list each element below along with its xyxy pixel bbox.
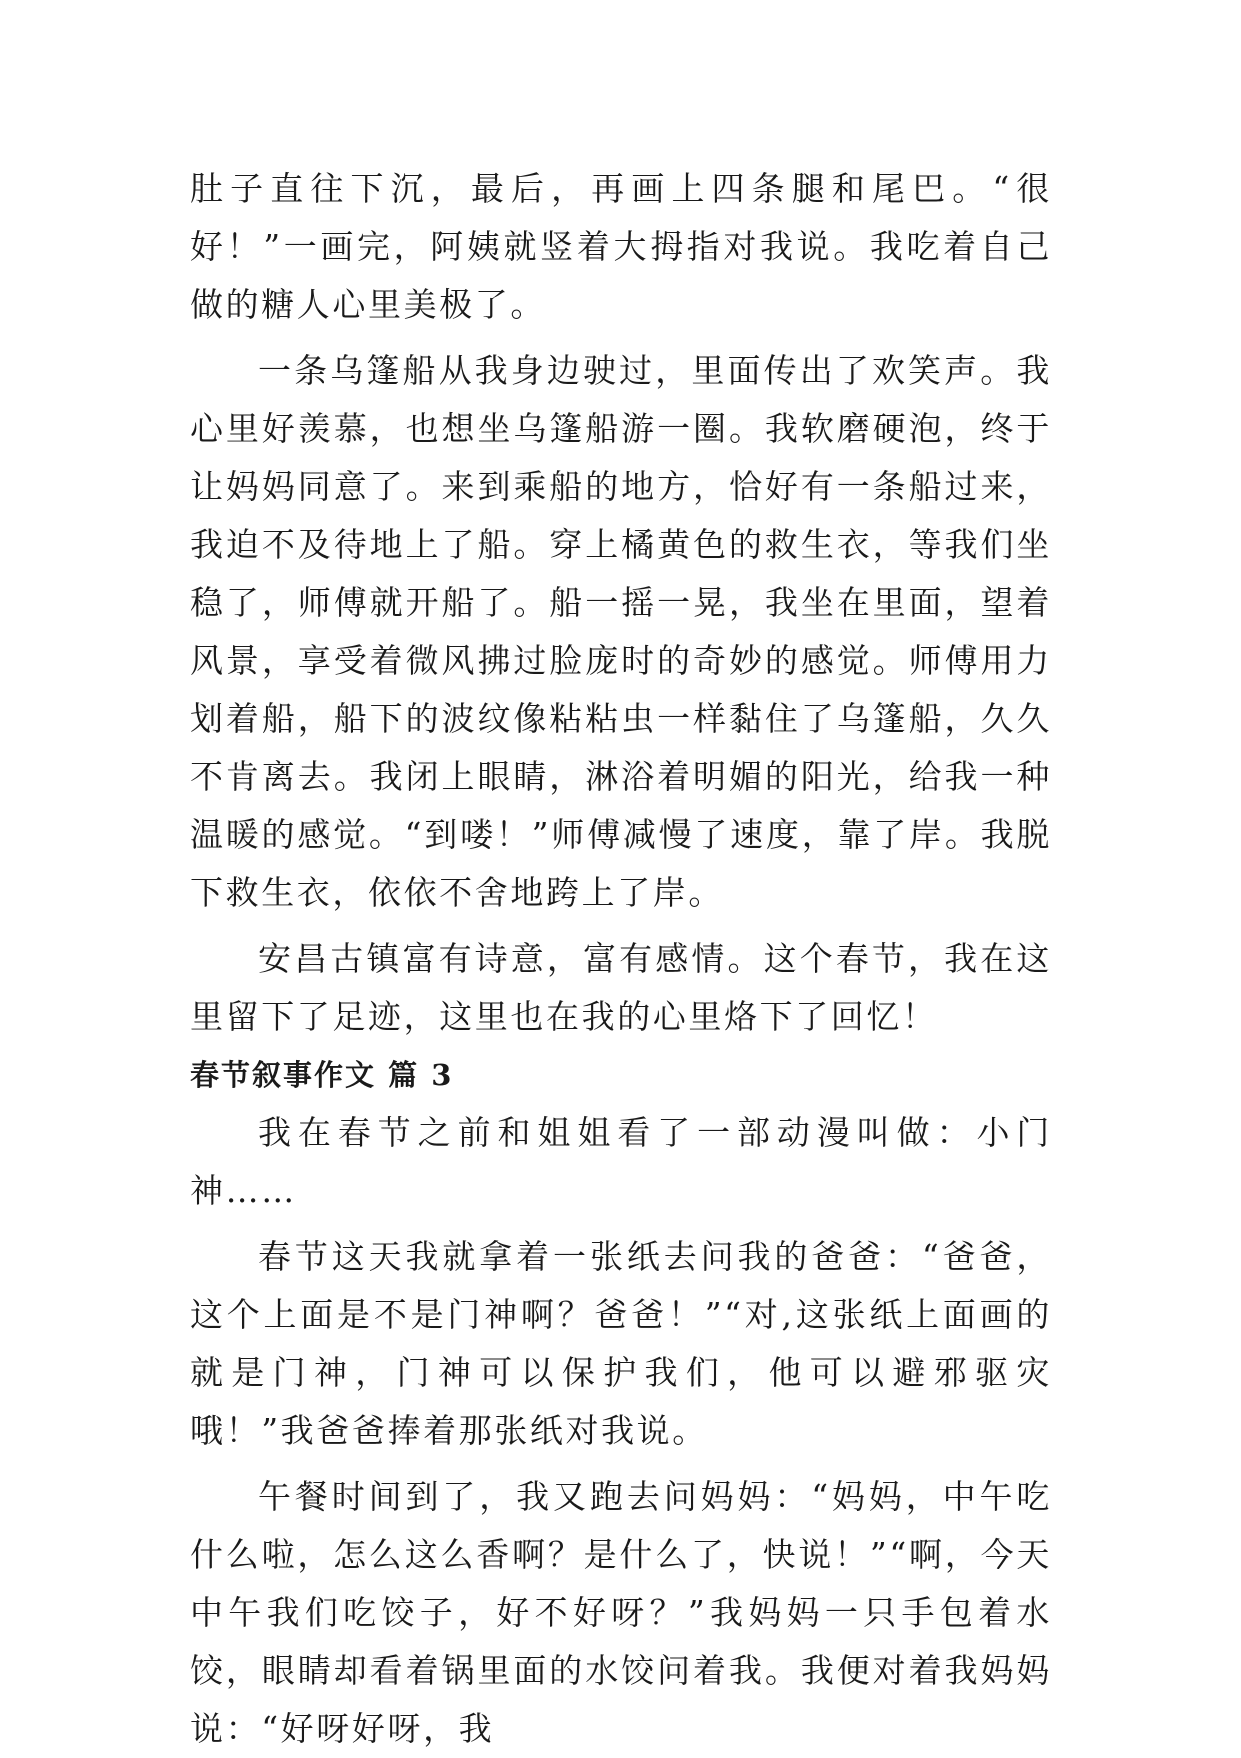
paragraph-lunch-dumplings: 午餐时间到了，我又跑去问妈妈：“妈妈，中午吃什么啦，怎么这么香啊？是什么了，快说！”“啊，今天中午我们吃饺子，好不好呀？”我妈妈一只手包着水饺，眼睛却看着锅里面的水饺问着我。我便对着我妈妈说：“好呀好呀，我 — [190, 1477, 1052, 1748]
paragraph-little-door-god: 我在春节之前和姐姐看了一部动漫叫做：小门神…… — [190, 1113, 1052, 1210]
paragraph-gap — [190, 1460, 1052, 1468]
paragraph-boat-ride: 一条乌篷船从我身边驶过，里面传出了欢笑声。我心里好羡慕，也想坐乌篷船游一圈。我软磨硬泡，终于让妈妈同意了。来到乘船的地方，恰好有一条船过来，我迫不及待地上了船。穿上橘黄色的救生衣，等我们坐稳了，师傅就开船了。船一摇一晃，我坐在里面，望着风景，享受着微风拂过脸庞时的奇妙的感觉。师傅用力划着船，船下的波纹像粘粘虫一样黏住了乌篷船，久久不肯离去。我闭上眼睛，淋浴着明媚的阳光，给我一种温暖的感觉。“到喽！”师傅减慢了速度，靠了岸。我脱下救生衣，依依不舍地跨上了岸。 — [190, 351, 1052, 912]
paragraph-ask-father: 春节这天我就拿着一张纸去问我的爸爸：“爸爸，这个上面是不是门神啊？爸爸！”“对,这张纸上面画的就是门神，门神可以保护我们，他可以避邪驱灾哦！”我爸爸捧着那张纸对我说。 — [190, 1237, 1052, 1450]
paragraph-sugar-figure: 肚子直往下沉，最后，再画上四条腿和尾巴。“很好！”一画完，阿姨就竖着大拇指对我说。我吃着自己做的糖人心里美极了。 — [190, 169, 1052, 324]
section-heading: 春节叙事作文 篇 3 — [190, 1058, 454, 1092]
paragraph-gap — [190, 334, 1052, 342]
paragraph-gap — [190, 922, 1052, 930]
paragraph-gap — [190, 1220, 1052, 1228]
paragraph-anchang-conclusion: 安昌古镇富有诗意，富有感情。这个春节，我在这里留下了足迹，这里也在我的心里烙下了回忆！ — [190, 939, 1052, 1036]
document-page — [190, 160, 1052, 1758]
